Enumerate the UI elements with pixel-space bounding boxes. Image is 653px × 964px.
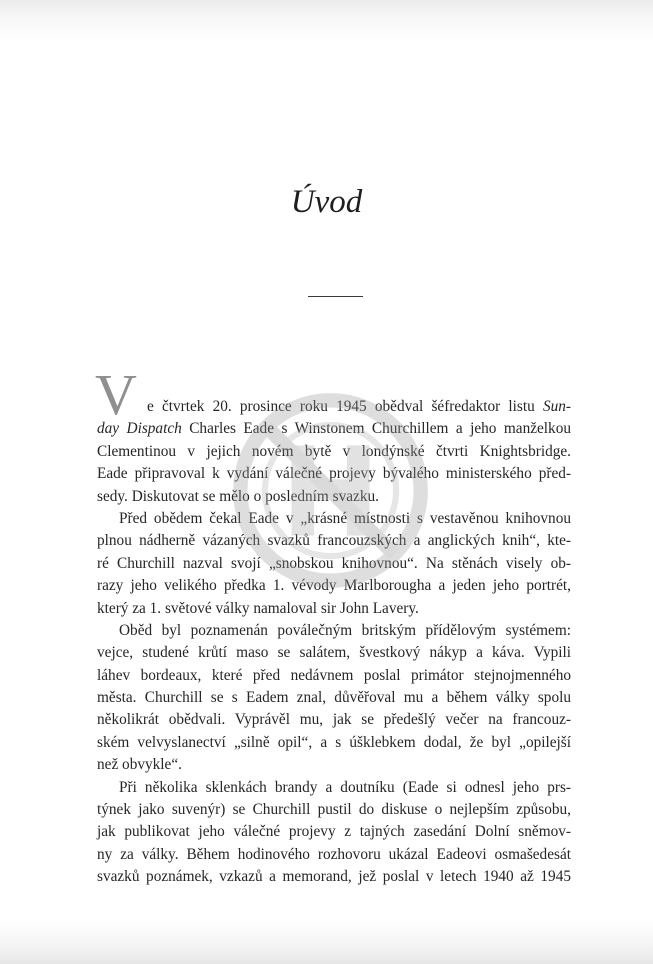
text-line: plnou nádherně vázaných svazků francouzských a anglických knih“, kte- — [97, 532, 571, 550]
text-line: láhev bordeaux, které před nedávnem poslal primátor stejnojmenného — [97, 666, 571, 684]
text-line: týnek jako suvenýr) se Churchill pustil do diskuse o nejlepším způsobu, — [97, 801, 571, 819]
text-line: ském velvyslanectví „silně opil“, a s úšklebkem dodal, že byl „opilejší — [97, 733, 571, 751]
text-line: Při několika sklenkách brandy a doutníku (Eade si odnesl jeho prs- — [119, 778, 571, 796]
text-line: než obvykle“. — [97, 756, 182, 774]
text-line: Clementinou v jejich novém bytě v londýnské čtvrti Knightsbridge. — [97, 442, 571, 460]
text-line: razy jeho velikého předka 1. vévody Marlborougha a jeden jeho portrét, — [97, 577, 571, 595]
italic-sunday: Sun- — [542, 398, 571, 415]
no-copy-stamp-icon — [228, 388, 433, 593]
line-text-start: e čtvrtek 20. prosince roku 1945 obědval šéfredaktor listu — [147, 398, 543, 415]
text-line: několikrát obědvali. Vyprávěl mu, jak se předešlý večer na francouz- — [97, 711, 571, 729]
text-line: ré Churchill nazval svojí „snobskou knihovnou“. Na stěnách visely ob- — [97, 554, 571, 572]
text-line: jak publikovat jeho válečné projevy z tajných zasedání Dolní sněmov- — [97, 823, 571, 841]
text-line: sedy. Diskutovat se mělo o posledním svazku. — [97, 487, 379, 505]
title-divider — [308, 296, 363, 297]
chapter-title: Úvod — [290, 184, 363, 220]
text-line: ny za války. Během hodinového rozhovoru ukázal Eadeovi osmašedesát — [97, 845, 571, 863]
text-line: vejce, studené krůtí maso se salátem, švestkový nákyp a káva. Vypili — [97, 644, 571, 662]
text-line: Oběd byl poznamenán poválečným britským přídělovým systémem: — [119, 621, 571, 639]
text-line: Před obědem čekal Eade v „krásné místnosti s vestavěnou knihovnou — [119, 509, 571, 527]
text-line: Eade připravoval k vydání válečné projevy bývalého ministerského před- — [97, 465, 571, 483]
drop-cap: V — [95, 362, 137, 427]
text-line: který za 1. světové války namaloval sir John Lavery. — [97, 599, 419, 617]
text-line: města. Churchill se s Eadem znal, důvěřoval mu a během války spolu — [97, 689, 571, 707]
italic-day-dispatch: day Dispatch — [97, 420, 182, 438]
line-text-rest: Charles Eade s Winstonem Churchillem a jeho manželkou — [181, 420, 571, 438]
text-line: svazků poznámek, vzkazů a memorand, jež poslal v letech 1940 až 1945 — [97, 868, 571, 886]
